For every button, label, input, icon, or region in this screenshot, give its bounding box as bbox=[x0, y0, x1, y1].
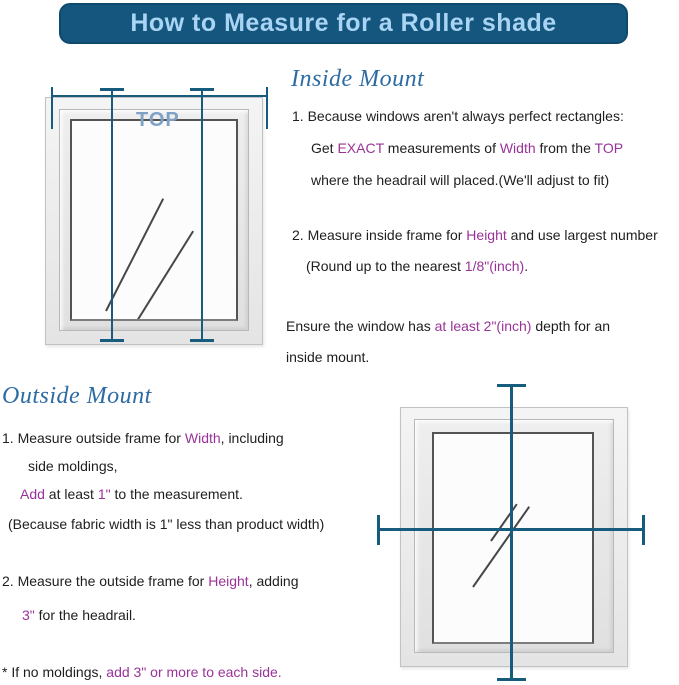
text-line bbox=[2, 480, 284, 508]
height-measure-line bbox=[510, 385, 513, 681]
text-line bbox=[2, 598, 299, 632]
text-segment: . bbox=[524, 258, 529, 274]
text-line bbox=[2, 452, 284, 480]
width-measure-tick-left bbox=[51, 87, 53, 129]
outside-step-1 bbox=[2, 424, 284, 508]
text-segment: 1. Measure outside frame for bbox=[2, 430, 185, 446]
text-segment: , adding bbox=[248, 573, 299, 589]
highlight-width: Width bbox=[184, 430, 221, 446]
outside-step-2 bbox=[2, 564, 299, 632]
window-glass bbox=[70, 119, 238, 321]
text-line bbox=[292, 164, 624, 196]
window-glass bbox=[432, 432, 594, 644]
text-segment: Get bbox=[311, 140, 338, 156]
text-segment: , including bbox=[220, 430, 284, 446]
text-segment: measurements of bbox=[383, 140, 500, 156]
height-guide-line-right bbox=[201, 89, 203, 342]
outside-mount-window-diagram bbox=[400, 407, 628, 667]
highlight-one-inch: 1" bbox=[97, 486, 111, 502]
text-line bbox=[292, 132, 624, 164]
outside-fabric-note bbox=[8, 510, 324, 538]
text-segment: side moldings, bbox=[28, 458, 118, 474]
text-line bbox=[286, 342, 610, 373]
width-measure-tick-right bbox=[642, 515, 645, 545]
text-segment: 2. Measure the outside frame for bbox=[2, 573, 209, 589]
title-banner bbox=[59, 3, 628, 44]
inside-mount-window-diagram bbox=[45, 97, 263, 345]
text-segment: from the bbox=[535, 140, 595, 156]
inside-depth-note bbox=[286, 311, 610, 373]
height-measure-tbar-top bbox=[497, 384, 526, 387]
text-line bbox=[292, 220, 658, 251]
page-title: How to Measure for a Roller shade bbox=[130, 9, 557, 37]
text-segment: inside mount. bbox=[286, 349, 370, 365]
outside-mount-heading: Outside Mount bbox=[2, 383, 152, 409]
text-segment: Ensure the window has bbox=[286, 318, 435, 334]
width-measure-line bbox=[378, 528, 644, 531]
text-segment: depth for an bbox=[531, 318, 611, 334]
measure-tbar-bottom-right bbox=[190, 339, 214, 342]
height-measure-tbar-bottom bbox=[497, 678, 526, 681]
measure-tbar-bottom-left bbox=[100, 339, 124, 342]
text-segment: at least bbox=[44, 486, 98, 502]
text-segment: for the headrail. bbox=[34, 607, 136, 623]
text-segment: * If no moldings, bbox=[2, 664, 107, 680]
width-measure-tick-left bbox=[377, 515, 380, 545]
text-segment: to the measurement. bbox=[110, 486, 243, 502]
glass-reflection-line bbox=[136, 231, 194, 321]
highlight-three-inch: 3" bbox=[22, 607, 35, 623]
text-segment: 2. Measure inside frame for bbox=[292, 227, 467, 243]
text-segment: and use largest number bbox=[506, 227, 658, 243]
text-segment: 1. Because windows aren't always perfect rectangles: bbox=[292, 108, 624, 124]
highlight-width: Width bbox=[499, 140, 536, 156]
glass-reflection-line bbox=[472, 506, 530, 587]
top-label: TOP bbox=[136, 109, 180, 131]
highlight-exact: EXACT bbox=[337, 140, 384, 156]
inside-mount-heading: Inside Mount bbox=[291, 66, 425, 92]
measure-tbar-top-right bbox=[190, 88, 214, 91]
text-line bbox=[292, 100, 624, 132]
width-measure-tick-right bbox=[266, 87, 268, 129]
glass-reflection-line bbox=[105, 198, 164, 311]
text-line bbox=[8, 510, 324, 538]
text-segment: (Because fabric width is 1" less than product width) bbox=[8, 516, 325, 532]
highlight-eighth-inch: 1/8"(inch) bbox=[464, 258, 525, 274]
height-guide-line-left bbox=[111, 89, 113, 342]
width-measure-line bbox=[51, 95, 268, 97]
highlight-add: Add bbox=[20, 486, 45, 502]
inside-step-1 bbox=[292, 100, 624, 196]
measure-tbar-top-left bbox=[100, 88, 124, 91]
highlight-add-three-inch: add 3" or more to each side. bbox=[106, 664, 282, 680]
text-segment: (Round up to the nearest bbox=[306, 258, 465, 274]
text-line bbox=[286, 311, 610, 342]
outside-footnote bbox=[2, 658, 282, 685]
text-line bbox=[292, 251, 658, 282]
highlight-depth: at least 2"(inch) bbox=[434, 318, 532, 334]
text-line bbox=[2, 424, 284, 452]
highlight-height: Height bbox=[466, 227, 507, 243]
highlight-height: Height bbox=[208, 573, 249, 589]
inside-step-2 bbox=[292, 220, 658, 282]
glass-reflection-line bbox=[490, 504, 517, 542]
text-line bbox=[2, 564, 299, 598]
text-segment: where the headrail will placed.(We'll adjust to fit) bbox=[311, 172, 610, 188]
highlight-top: TOP bbox=[594, 140, 624, 156]
text-line bbox=[2, 658, 282, 685]
